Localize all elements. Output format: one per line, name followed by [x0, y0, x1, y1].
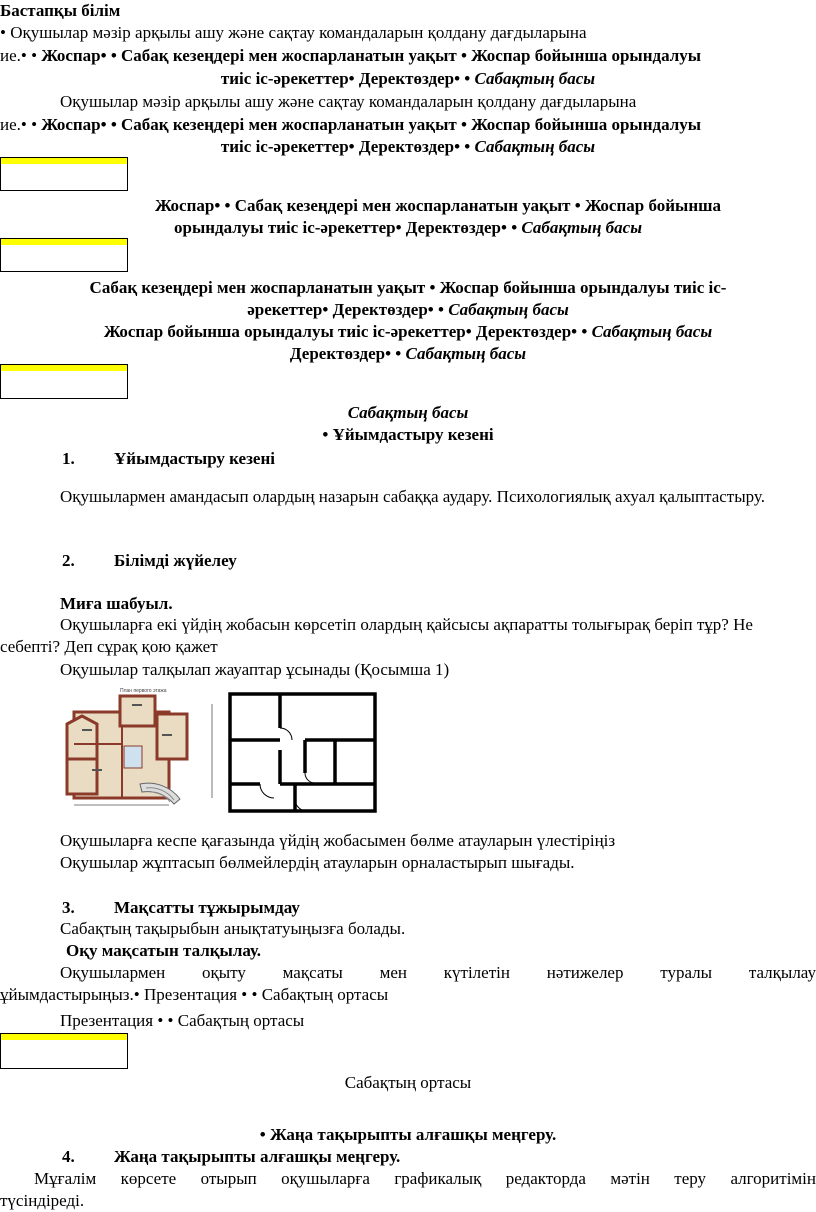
bw-floor-plan-image	[220, 688, 384, 820]
heading: Бастапқы білім	[0, 1, 121, 20]
block2-line2	[0, 114, 701, 136]
highlight-stripe	[1, 239, 127, 245]
lesson-start-heading: Сабақтың басы	[347, 403, 469, 422]
section-3-title: Мақсатты тұжырымдау	[114, 898, 300, 917]
block2-line1: Оқушылар мәзір арқылы ашу және сақтау командаларын қолдану дағдыларына	[60, 92, 637, 111]
new-topic-bullet: • Жаңа тақырыпты алғашқы меңгеру.	[259, 1125, 557, 1144]
highlight-box	[0, 238, 128, 272]
block1-line2-bold: Жоспар• • Сабақ кезеңдері мен жоспарланатын уақыт • Жоспар бойынша орындалуы	[41, 46, 702, 65]
goal-text-line1: Оқушылармен оқыту мақсаты мен күтілетін нәтижелер туралы талқылау	[60, 963, 816, 982]
block1-line1: • Оқушылар мәзір арқылы ашу және сақтау командаларын қолдану дағдыларына	[0, 23, 587, 42]
highlight-stripe	[1, 1034, 127, 1040]
block2-line2-bold: Жоспар• • Сабақ кезеңдері мен жоспарланатын уақыт • Жоспар бойынша орындалуы	[41, 115, 702, 134]
block4-line3-bold: Жоспар бойынша орындалуы тиіс іс-әрекеттер• Деректөздер• •	[103, 322, 592, 341]
block3-line1: Жоспар• • Сабақ кезеңдері мен жоспарланатын уақыт • Жоспар бойынша	[155, 196, 721, 215]
section-1-title: Ұйымдастыру кезені	[114, 449, 275, 468]
block1-line3-italic: Сабақтың басы	[474, 69, 596, 88]
colored-floor-plan-image	[62, 684, 232, 808]
section-4-number: 4.	[62, 1147, 75, 1166]
org-stage-bullet: • Ұйымдастыру кезені	[322, 425, 494, 444]
section-4-title: Жаңа тақырыпты алғашқы меңгеру.	[114, 1147, 401, 1166]
presentation-text: Презентация • • Сабақтың ортасы	[60, 1011, 305, 1030]
goal-discussion-label: Оқу мақсатын талқылау.	[66, 941, 262, 960]
section-1-number: 1.	[62, 449, 75, 468]
highlight-box	[0, 1033, 128, 1069]
discussion-text: Оқушылар талқылап жауаптар ұсынады (Қосымша 1)	[60, 660, 450, 679]
block4-line1: Сабақ кезеңдері мен жоспарланатын уақыт • Жоспар бойынша орындалуы тиіс іс-	[89, 278, 727, 297]
plan-title: План первого этажа	[120, 688, 167, 694]
block4-line4-italic: Сабақтың басы	[405, 344, 527, 363]
block4-line3-italic: Сабақтың басы	[591, 322, 713, 341]
block1-line3	[0, 68, 816, 90]
highlight-stripe	[1, 365, 127, 371]
block2-line3	[0, 136, 816, 158]
highlight-box	[0, 157, 128, 191]
section-2-title: Білімді жүйелеу	[114, 551, 237, 570]
after-image-text-1: Оқушыларға кеспе қағазында үйдің жобасымен бөлме атауларын үлестіріңіз	[60, 831, 616, 850]
block3-line2	[0, 217, 816, 239]
block4-line4	[0, 343, 816, 365]
after-image-text-2: Оқушылар жұптасып бөлмейлердің атауларын орналастырып шығады.	[60, 853, 575, 872]
section-4-text-line2: түсіндіреді.	[0, 1191, 85, 1210]
section-1-text: Оқушылармен амандасып олардың назарын сабаққа аудару. Психологиялық ахуал қалыптастыру.	[60, 487, 765, 506]
highlight-stripe	[1, 158, 127, 164]
block4-line3	[0, 321, 816, 343]
section-3-text: Сабақтың тақырыбын анықтатуыңызға болады.	[60, 919, 406, 938]
block2-line2-prefix: ие.• •	[0, 115, 42, 134]
brainstorm-label: Миға шабуыл.	[60, 594, 173, 613]
block2-line3-italic: Сабақтың басы	[474, 137, 596, 156]
block4-line2	[0, 299, 816, 321]
section-3-number: 3.	[62, 898, 75, 917]
section-2-number: 2.	[62, 551, 75, 570]
block3-line2-italic: Сабақтың басы	[521, 218, 642, 237]
lesson-middle-heading: Сабақтың ортасы	[344, 1073, 472, 1092]
highlight-box	[0, 364, 128, 399]
block4-line2-italic: Сабақтың басы	[448, 300, 569, 319]
block1-line2-prefix: ие.• •	[0, 46, 42, 65]
block2-line3-bold: тиіс іс-әрекеттер• Деректөздер• •	[220, 137, 475, 156]
block4-line2-bold: әрекеттер• Деректөздер• •	[247, 300, 449, 319]
block4-line4-bold: Деректөздер• •	[289, 344, 406, 363]
goal-text-line2: ұйымдастырыңыз.• Презентация • • Сабақтың ортасы	[0, 985, 389, 1004]
brainstorm-text: Оқушыларға екі үйдің жобасын көрсетіп олардың қайсысы ақпаратты толығырақ беріп тұр? Не себепті? Деп сұрақ қою қажет	[0, 615, 753, 656]
section-4-text-line1: Мұғалім көрсете отырып оқушыларға графикалық редакторда мәтін теру алгоритімін	[34, 1169, 816, 1188]
block1-line3-bold: тиіс іс-әрекеттер• Деректөздер• •	[220, 69, 475, 88]
block1-line2	[0, 45, 701, 67]
block3-line2-bold: орындалуы тиіс іс-әрекеттер• Деректөздер• •	[173, 218, 522, 237]
